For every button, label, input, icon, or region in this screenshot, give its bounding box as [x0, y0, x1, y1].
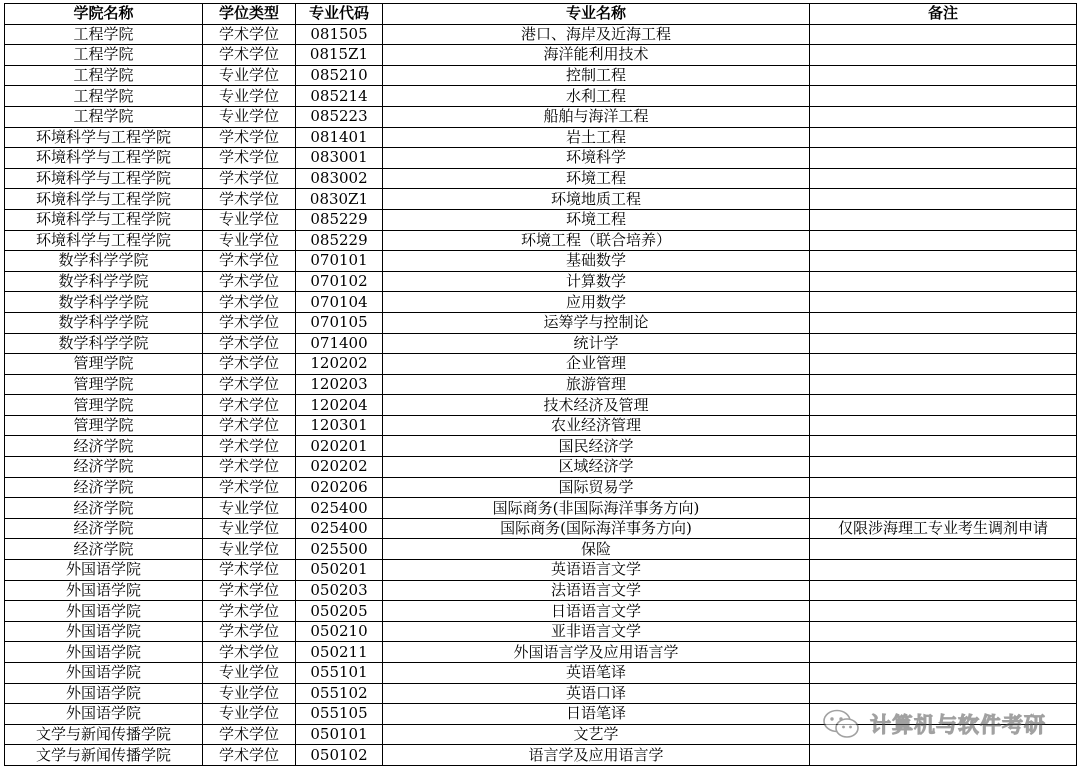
cell-college: 环境科学与工程学院: [5, 127, 203, 148]
cell-remarks: [810, 560, 1077, 581]
cell-major-name: 语言学及应用语言学: [383, 745, 810, 766]
table-row: [5, 251, 1077, 272]
cell-remarks: [810, 436, 1077, 457]
cell-major-code: 085229: [296, 209, 383, 230]
cell-degree-type: 学术学位: [203, 395, 296, 416]
table-row: [5, 312, 1077, 333]
cell-major-name: 区域经济学: [383, 457, 810, 478]
cell-major-code: 120203: [296, 374, 383, 395]
cell-college: 工程学院: [5, 45, 203, 66]
cell-college: 外国语学院: [5, 601, 203, 622]
cell-degree-type: 学术学位: [203, 189, 296, 210]
cell-remarks: [810, 374, 1077, 395]
cell-major-code: 0830Z1: [296, 189, 383, 210]
header-row: [5, 4, 1077, 25]
cell-degree-type: 专业学位: [203, 683, 296, 704]
watermark: [822, 709, 1046, 739]
cell-major-name: 应用数学: [383, 292, 810, 313]
cell-major-name: 英语语言文学: [383, 560, 810, 581]
cell-college: 外国语学院: [5, 642, 203, 663]
header-major-name: 专业名称: [383, 4, 810, 25]
cell-major-code: 050102: [296, 745, 383, 766]
cell-college: 外国语学院: [5, 663, 203, 684]
table-row: [5, 539, 1077, 560]
cell-degree-type: 学术学位: [203, 127, 296, 148]
cell-major-name: 保险: [383, 539, 810, 560]
cell-college: 外国语学院: [5, 683, 203, 704]
cell-major-name: 国际商务(非国际海洋事务方向): [383, 498, 810, 519]
cell-degree-type: 专业学位: [203, 230, 296, 251]
cell-college: 经济学院: [5, 457, 203, 478]
cell-remarks: [810, 86, 1077, 107]
cell-major-name: 船舶与海洋工程: [383, 106, 810, 127]
cell-degree-type: 专业学位: [203, 106, 296, 127]
cell-degree-type: 专业学位: [203, 209, 296, 230]
cell-major-code: 025400: [296, 518, 383, 539]
cell-major-name: 国际贸易学: [383, 477, 810, 498]
cell-degree-type: 学术学位: [203, 560, 296, 581]
wechat-icon: [822, 709, 860, 739]
cell-major-name: 计算数学: [383, 271, 810, 292]
cell-remarks: [810, 621, 1077, 642]
cell-degree-type: 学术学位: [203, 374, 296, 395]
cell-remarks: 仅限涉海理工专业考生调剂申请: [810, 518, 1077, 539]
cell-major-name: 国民经济学: [383, 436, 810, 457]
cell-major-code: 085223: [296, 106, 383, 127]
table-row: [5, 189, 1077, 210]
cell-major-name: 企业管理: [383, 354, 810, 375]
cell-major-name: 日语语言文学: [383, 601, 810, 622]
table-row: [5, 415, 1077, 436]
cell-major-code: 020206: [296, 477, 383, 498]
cell-college: 外国语学院: [5, 560, 203, 581]
table-row: [5, 683, 1077, 704]
cell-major-name: 统计学: [383, 333, 810, 354]
cell-major-name: 环境工程（联合培养）: [383, 230, 810, 251]
cell-remarks: [810, 230, 1077, 251]
cell-major-code: 071400: [296, 333, 383, 354]
cell-college: 管理学院: [5, 374, 203, 395]
cell-degree-type: 学术学位: [203, 642, 296, 663]
cell-major-code: 083001: [296, 148, 383, 169]
table-row: [5, 580, 1077, 601]
cell-college: 工程学院: [5, 24, 203, 45]
cell-degree-type: 专业学位: [203, 65, 296, 86]
table-row: [5, 560, 1077, 581]
cell-degree-type: 学术学位: [203, 724, 296, 745]
cell-major-code: 120301: [296, 415, 383, 436]
table-row: [5, 292, 1077, 313]
cell-major-name: 岩土工程: [383, 127, 810, 148]
cell-major-name: 英语口译: [383, 683, 810, 704]
cell-major-name: 海洋能利用技术: [383, 45, 810, 66]
table-row: [5, 354, 1077, 375]
cell-degree-type: 学术学位: [203, 312, 296, 333]
table-row: [5, 45, 1077, 66]
cell-degree-type: 专业学位: [203, 518, 296, 539]
cell-major-code: 120204: [296, 395, 383, 416]
table-row: [5, 642, 1077, 663]
cell-remarks: [810, 45, 1077, 66]
cell-major-code: 055105: [296, 704, 383, 725]
cell-major-code: 050211: [296, 642, 383, 663]
cell-major-code: 070104: [296, 292, 383, 313]
cell-college: 管理学院: [5, 395, 203, 416]
cell-major-code: 081505: [296, 24, 383, 45]
cell-college: 数学科学学院: [5, 292, 203, 313]
cell-major-code: 050203: [296, 580, 383, 601]
cell-degree-type: 专业学位: [203, 539, 296, 560]
cell-major-code: 020201: [296, 436, 383, 457]
cell-major-name: 运筹学与控制论: [383, 312, 810, 333]
cell-degree-type: 学术学位: [203, 251, 296, 272]
cell-remarks: [810, 580, 1077, 601]
cell-remarks: [810, 251, 1077, 272]
table-row: [5, 457, 1077, 478]
cell-college: 数学科学学院: [5, 312, 203, 333]
cell-remarks: [810, 24, 1077, 45]
cell-remarks: [810, 333, 1077, 354]
cell-college: 经济学院: [5, 436, 203, 457]
cell-major-name: 文艺学: [383, 724, 810, 745]
table-row: [5, 745, 1077, 766]
table-row: [5, 65, 1077, 86]
cell-college: 经济学院: [5, 539, 203, 560]
table-row: [5, 333, 1077, 354]
header-college: 学院名称: [5, 4, 203, 25]
cell-remarks: [810, 148, 1077, 169]
cell-major-name: 环境科学: [383, 148, 810, 169]
cell-remarks: [810, 498, 1077, 519]
table-row: [5, 663, 1077, 684]
cell-major-name: 环境工程: [383, 209, 810, 230]
cell-college: 外国语学院: [5, 704, 203, 725]
cell-major-code: 050101: [296, 724, 383, 745]
table-row: [5, 168, 1077, 189]
cell-college: 经济学院: [5, 498, 203, 519]
cell-major-name: 法语语言文学: [383, 580, 810, 601]
cell-major-code: 025500: [296, 539, 383, 560]
cell-degree-type: 专业学位: [203, 86, 296, 107]
cell-college: 数学科学学院: [5, 251, 203, 272]
cell-major-name: 亚非语言文学: [383, 621, 810, 642]
cell-major-name: 基础数学: [383, 251, 810, 272]
cell-college: 环境科学与工程学院: [5, 230, 203, 251]
cell-remarks: [810, 65, 1077, 86]
cell-major-code: 0815Z1: [296, 45, 383, 66]
program-table: [4, 3, 1077, 766]
cell-remarks: [810, 292, 1077, 313]
cell-remarks: [810, 106, 1077, 127]
cell-major-name: 日语笔译: [383, 704, 810, 725]
cell-remarks: [810, 457, 1077, 478]
cell-degree-type: 专业学位: [203, 704, 296, 725]
cell-major-name: 水利工程: [383, 86, 810, 107]
cell-major-code: 085210: [296, 65, 383, 86]
cell-remarks: [810, 395, 1077, 416]
cell-degree-type: 学术学位: [203, 745, 296, 766]
table-row: [5, 498, 1077, 519]
cell-college: 环境科学与工程学院: [5, 148, 203, 169]
cell-college: 经济学院: [5, 477, 203, 498]
cell-degree-type: 学术学位: [203, 580, 296, 601]
cell-degree-type: 学术学位: [203, 45, 296, 66]
cell-college: 文学与新闻传播学院: [5, 745, 203, 766]
table-row: [5, 477, 1077, 498]
cell-college: 数学科学学院: [5, 333, 203, 354]
table-row: [5, 436, 1077, 457]
cell-college: 工程学院: [5, 106, 203, 127]
table-row: [5, 230, 1077, 251]
cell-degree-type: 学术学位: [203, 168, 296, 189]
cell-degree-type: 专业学位: [203, 663, 296, 684]
cell-major-code: 070101: [296, 251, 383, 272]
cell-major-code: 055101: [296, 663, 383, 684]
cell-college: 工程学院: [5, 86, 203, 107]
table-row: [5, 106, 1077, 127]
cell-college: 数学科学学院: [5, 271, 203, 292]
cell-major-code: 020202: [296, 457, 383, 478]
cell-remarks: [810, 415, 1077, 436]
cell-major-name: 外国语言学及应用语言学: [383, 642, 810, 663]
cell-remarks: [810, 209, 1077, 230]
header-degree-type: 学位类型: [203, 4, 296, 25]
cell-degree-type: 学术学位: [203, 271, 296, 292]
cell-remarks: [810, 271, 1077, 292]
table-row: [5, 148, 1077, 169]
table-row: [5, 395, 1077, 416]
cell-college: 经济学院: [5, 518, 203, 539]
cell-degree-type: 学术学位: [203, 148, 296, 169]
cell-major-code: 120202: [296, 354, 383, 375]
cell-degree-type: 学术学位: [203, 24, 296, 45]
cell-major-code: 081401: [296, 127, 383, 148]
cell-major-code: 025400: [296, 498, 383, 519]
cell-major-name: 国际商务(国际海洋事务方向): [383, 518, 810, 539]
table-row: [5, 621, 1077, 642]
cell-remarks: [810, 601, 1077, 622]
table-row: [5, 374, 1077, 395]
table-row: [5, 601, 1077, 622]
cell-degree-type: 学术学位: [203, 333, 296, 354]
cell-degree-type: 学术学位: [203, 436, 296, 457]
cell-major-name: 技术经济及管理: [383, 395, 810, 416]
table-row: [5, 271, 1077, 292]
cell-major-code: 085229: [296, 230, 383, 251]
cell-degree-type: 学术学位: [203, 601, 296, 622]
cell-major-name: 环境地质工程: [383, 189, 810, 210]
watermark-text: 计算机与软件考研: [870, 713, 1046, 737]
cell-remarks: [810, 642, 1077, 663]
cell-college: 管理学院: [5, 415, 203, 436]
cell-remarks: [810, 354, 1077, 375]
cell-remarks: [810, 312, 1077, 333]
table-row: [5, 24, 1077, 45]
cell-college: 外国语学院: [5, 580, 203, 601]
cell-college: 工程学院: [5, 65, 203, 86]
table-row: [5, 127, 1077, 148]
cell-major-code: 055102: [296, 683, 383, 704]
cell-college: 文学与新闻传播学院: [5, 724, 203, 745]
cell-major-code: 083002: [296, 168, 383, 189]
table-row: [5, 209, 1077, 230]
cell-remarks: [810, 539, 1077, 560]
cell-remarks: [810, 168, 1077, 189]
cell-major-name: 旅游管理: [383, 374, 810, 395]
cell-major-code: 070105: [296, 312, 383, 333]
cell-college: 环境科学与工程学院: [5, 168, 203, 189]
cell-degree-type: 学术学位: [203, 477, 296, 498]
cell-major-code: 050210: [296, 621, 383, 642]
cell-major-name: 控制工程: [383, 65, 810, 86]
cell-major-code: 085214: [296, 86, 383, 107]
cell-degree-type: 学术学位: [203, 621, 296, 642]
cell-degree-type: 学术学位: [203, 292, 296, 313]
table-row: [5, 86, 1077, 107]
cell-major-code: 050201: [296, 560, 383, 581]
cell-college: 外国语学院: [5, 621, 203, 642]
header-remarks: 备注: [810, 4, 1077, 25]
cell-remarks: [810, 663, 1077, 684]
cell-degree-type: 专业学位: [203, 498, 296, 519]
cell-remarks: [810, 745, 1077, 766]
cell-college: 管理学院: [5, 354, 203, 375]
cell-degree-type: 学术学位: [203, 354, 296, 375]
cell-major-name: 港口、海岸及近海工程: [383, 24, 810, 45]
cell-major-name: 农业经济管理: [383, 415, 810, 436]
cell-degree-type: 学术学位: [203, 415, 296, 436]
cell-remarks: [810, 683, 1077, 704]
cell-major-name: 英语笔译: [383, 663, 810, 684]
cell-college: 环境科学与工程学院: [5, 189, 203, 210]
cell-major-code: 050205: [296, 601, 383, 622]
cell-remarks: [810, 189, 1077, 210]
header-major-code: 专业代码: [296, 4, 383, 25]
cell-remarks: [810, 127, 1077, 148]
cell-major-code: 070102: [296, 271, 383, 292]
cell-major-name: 环境工程: [383, 168, 810, 189]
cell-remarks: [810, 477, 1077, 498]
cell-degree-type: 学术学位: [203, 457, 296, 478]
cell-college: 环境科学与工程学院: [5, 209, 203, 230]
table-row: [5, 518, 1077, 539]
